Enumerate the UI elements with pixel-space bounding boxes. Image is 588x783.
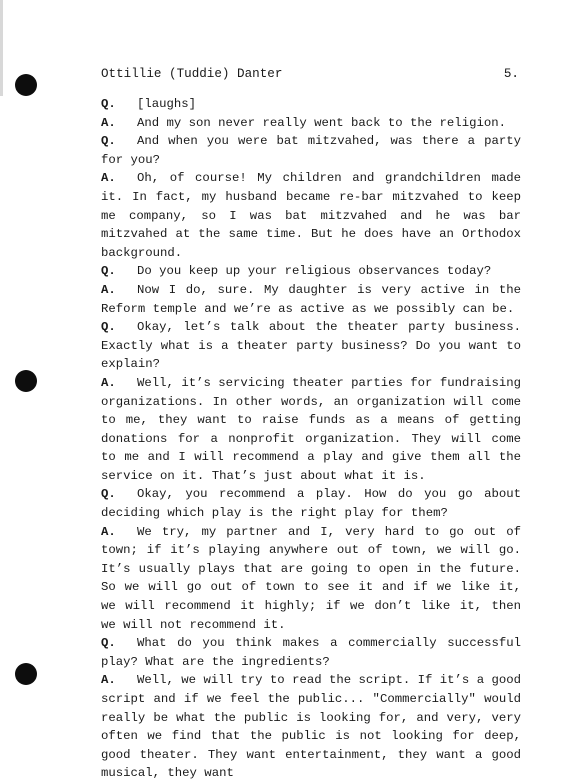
transcript-paragraph [101,281,521,318]
speaker-label: A. [101,171,116,186]
paragraph-text: And my son never really went back to the religion. [137,115,506,130]
paragraph-text: Well, we will try to read the script. If it’s a good script and if we feel the public... "Commercially" would really be what the public is looking for, and very, very often we find that the public is not looking for deep, good theater. They want entertainment, they want a good musical, they want [101,673,521,781]
transcript-paragraph [101,671,521,783]
page-number: 5. [503,67,519,81]
paragraph-text: Okay, you recommend a play. How do you go about deciding which play is the right play for them? [101,487,521,521]
speaker-label: Q. [101,97,116,111]
transcript-paragraph [101,169,521,262]
paragraph-text: Do you keep up your religious observances today? [137,264,492,279]
speaker-label: A. [101,282,116,297]
transcript-paragraph [101,523,521,635]
transcript-paragraph [101,262,521,281]
speaker-label: Q. [101,636,116,651]
speaker-label: A. [101,673,116,688]
speaker-label: A. [101,524,116,539]
transcript-paragraph [101,634,521,671]
paragraph-text: What do you think makes a commercially successful play? What are the ingredients? [101,636,521,669]
paragraph-text: We try, my partner and I, very hard to go out of town; if it’s playing anywhere out of town, we will go. It’s usually plays that are going to open in the future. So we will go out of town to see it and if we like it, we will recommend it highly; if we don’t like it, then we will not recommend it. [101,524,521,632]
speaker-label: Q. [101,134,116,149]
punch-hole-bottom [15,663,37,685]
scan-edge [0,0,3,96]
transcript-paragraph [101,318,521,374]
speaker-label: A. [101,375,116,390]
paragraph-text: Oh, of course! My children and grandchildren made it. In fact, my husband became re-bar mitzvahed to keep me company, so I was bat mitzvahed and he was bar mitzvahed at the same time. But he does have an Orthodox background. [101,171,521,260]
transcript-paragraph [101,114,521,133]
paragraph-text: Okay, let’s talk about the theater party business. Exactly what is a theater party business? Do you want to explain? [101,320,521,372]
transcript-paragraph [101,95,521,114]
paragraph-text: Now I do, sure. My daughter is very active in the Reform temple and we’re as active as we possibly can be. [101,282,521,316]
interviewee-name: Ottillie (Tuddie) Danter [101,67,283,81]
speaker-label: Q. [101,264,116,279]
paragraph-text: And when you were bat mitzvahed, was there a party for you? [101,134,521,167]
speaker-label: Q. [101,320,116,335]
paragraph-text: [laughs] [137,97,197,111]
page-header [101,64,519,84]
punch-hole-top [15,74,37,96]
transcript-paragraph [101,485,521,522]
speaker-label: A. [101,115,116,130]
punch-hole-middle [15,370,37,392]
paragraph-text: Well, it’s servicing theater parties for fundraising organizations. In other words, an organization will come to me, they want to raise funds as a means of getting donations for a nonprofit organization. They will come to me and I will recommend a play and give them all the service on it. That’s just about what it is. [101,375,521,483]
transcript-body [101,95,521,783]
transcript-paragraph [101,132,521,169]
transcript-paragraph [101,374,521,486]
speaker-label: Q. [101,487,116,502]
